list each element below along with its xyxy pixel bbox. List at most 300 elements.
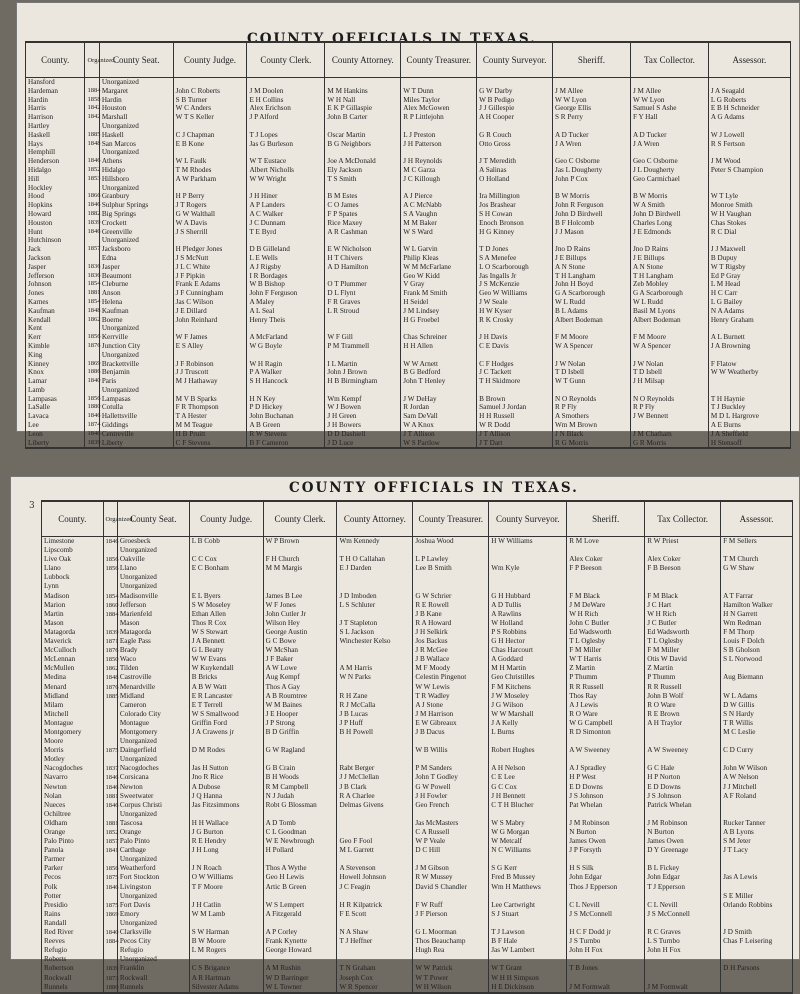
cell-county: Medina <box>42 673 104 682</box>
cell-surveyor: J H Davis <box>477 333 553 342</box>
cell-seat: Unorganized <box>117 892 189 901</box>
cell-org <box>103 710 117 719</box>
cell-seat: Hardin <box>99 96 173 105</box>
cell-county: Red River <box>42 928 104 937</box>
cell-judge: W T S Keller <box>173 113 247 122</box>
cell-surveyor: Wm Kyle <box>489 564 567 573</box>
cell-assessor: Chas F Leisering <box>721 937 793 946</box>
cell-assessor: T R Willis <box>721 719 793 728</box>
cell-treasurer: J T Allison <box>401 430 477 439</box>
cell-treasurer <box>413 855 489 864</box>
table-row <box>26 192 791 201</box>
header-sheriff: Sheriff. <box>567 501 645 537</box>
cell-clerk: John F Ferguson <box>247 289 325 298</box>
cell-county: Nacogdoches <box>42 764 104 773</box>
page-title: COUNTY OFFICIALS IN TEXAS. <box>247 31 537 47</box>
cell-collector: A W Sweeney <box>645 746 721 755</box>
cell-judge: J G Burton <box>189 828 263 837</box>
cell-collector: G R Morris <box>630 439 708 449</box>
cell-clerk: James B Lee <box>263 592 337 601</box>
cell-county: Refugio <box>42 946 104 955</box>
cell-sheriff <box>567 546 645 555</box>
cell-judge: M J Hathaway <box>173 377 247 386</box>
cell-clerk: A B Roumtree <box>263 692 337 701</box>
header-county: County. <box>26 42 85 78</box>
cell-treasurer: W W Lewis <box>413 683 489 692</box>
cell-clerk: W S Lempert <box>263 901 337 910</box>
table-row <box>42 828 793 837</box>
cell-collector: J E Billups <box>630 254 708 263</box>
cell-surveyor: G H Hubbard <box>489 592 567 601</box>
cell-county: Polk <box>42 883 104 892</box>
cell-org: 1846 <box>103 537 117 547</box>
cell-sheriff <box>553 184 631 193</box>
cell-sheriff: W W Lyon <box>553 96 631 105</box>
cell-attorney <box>325 386 401 395</box>
cell-judge: J F Cunningham <box>173 289 247 298</box>
cell-assessor: Rucker Tanner <box>721 819 793 828</box>
cell-seat: Marienfeld <box>117 610 189 619</box>
table-row <box>42 701 793 710</box>
cell-assessor: W L Adams <box>721 692 793 701</box>
cell-seat: Waco <box>117 655 189 664</box>
cell-assessor: L G Bailey <box>708 298 790 307</box>
cell-collector: A D Tucker <box>630 131 708 140</box>
cell-collector <box>630 324 708 333</box>
cell-sheriff: Albert Bodeman <box>553 316 631 325</box>
cell-collector: Z Martin <box>645 664 721 673</box>
cell-judge: A R Hartman <box>189 974 263 983</box>
cell-county: Lynn <box>42 582 104 591</box>
table-row <box>42 810 793 819</box>
cell-county: McMullen <box>42 664 104 673</box>
cell-assessor <box>708 351 790 360</box>
cell-org: 1854 <box>103 592 117 601</box>
cell-attorney: Wm Kennedy <box>337 537 413 547</box>
cell-judge: Jas H Sutton <box>189 764 263 773</box>
cell-sheriff: A J Spradley <box>567 764 645 773</box>
table-row <box>26 210 791 219</box>
cell-treasurer: Miles Taylor <box>401 96 477 105</box>
cell-assessor: R S Fertson <box>708 140 790 149</box>
cell-clerk: L E Wells <box>247 254 325 263</box>
cell-seat: Mason <box>117 619 189 628</box>
header-row <box>26 42 791 78</box>
cell-collector: John H Fox <box>645 946 721 955</box>
cell-surveyor: J H Bennett <box>489 792 567 801</box>
cell-sheriff <box>567 755 645 764</box>
table-row <box>26 122 791 131</box>
cell-seat: Unorganized <box>117 573 189 582</box>
cell-surveyor: Jos Brashear <box>477 201 553 210</box>
cell-seat: Hidalgo <box>99 166 173 175</box>
cell-sheriff: Thos Ray <box>567 692 645 701</box>
cell-seat: Greenville <box>99 228 173 237</box>
cell-sheriff: P Thumm <box>567 673 645 682</box>
cell-surveyor: Samuel J Jordan <box>477 403 553 412</box>
cell-sheriff: W G Campbell <box>567 719 645 728</box>
cell-clerk: W McShan <box>263 646 337 655</box>
cell-surveyor: L O Scarborough <box>477 263 553 272</box>
cell-collector: J H Milsap <box>630 377 708 386</box>
cell-seat: Corsicana <box>117 773 189 782</box>
cell-clerk: G W Ragland <box>263 746 337 755</box>
cell-clerk <box>263 955 337 964</box>
cell-treasurer: W S Ward <box>401 228 477 237</box>
cell-sheriff: T L Oglesby <box>567 637 645 646</box>
cell-assessor: M D L Hargrove <box>708 412 790 421</box>
table-row <box>42 601 793 610</box>
cell-collector: John D Birdwell <box>630 210 708 219</box>
cell-sheriff <box>567 892 645 901</box>
cell-org: 1880 <box>85 403 99 412</box>
cell-assessor: H Stensoff <box>708 439 790 449</box>
cell-sheriff: Jno D Rains <box>553 245 631 254</box>
cell-attorney: J H Green <box>325 412 401 421</box>
cell-judge <box>189 755 263 764</box>
cell-judge: J F Robinson <box>173 360 247 369</box>
cell-county: Madison <box>42 592 104 601</box>
cell-attorney: Rice Maxey <box>325 219 401 228</box>
cell-assessor: S L Norwood <box>721 655 793 664</box>
cell-assessor: E B H Schneider <box>708 104 790 113</box>
cell-seat: Newton <box>117 783 189 792</box>
cell-treasurer: John T Henley <box>401 377 477 386</box>
cell-seat: Unorganized <box>99 236 173 245</box>
cell-clerk <box>247 122 325 131</box>
cell-assessor <box>721 946 793 955</box>
table-row <box>26 184 791 193</box>
cell-judge: S B Turner <box>173 96 247 105</box>
table-row <box>26 263 791 272</box>
cell-org <box>85 78 99 87</box>
cell-surveyor: H H Russell <box>477 412 553 421</box>
table-row <box>26 104 791 113</box>
cell-org: 1869 <box>103 910 117 919</box>
table-row <box>26 96 791 105</box>
cell-county: Rains <box>42 910 104 919</box>
cell-assessor <box>721 855 793 864</box>
cell-sheriff: R M Love <box>567 537 645 547</box>
cell-collector: R C Graves <box>645 928 721 937</box>
cell-seat: Castroville <box>117 673 189 682</box>
cell-clerk: Alex Erichson <box>247 104 325 113</box>
cell-assessor: A G Adams <box>708 113 790 122</box>
cell-org <box>103 946 117 955</box>
cell-surveyor: C E Lee <box>489 773 567 782</box>
cell-treasurer: Philip Kleas <box>401 254 477 263</box>
cell-surveyor: B F Hale <box>489 937 567 946</box>
cell-sheriff: James Owen <box>567 837 645 846</box>
cell-surveyor: G H Hector <box>489 637 567 646</box>
cell-collector: Otis W David <box>645 655 721 664</box>
cell-sheriff: Geo C Osborne <box>553 157 631 166</box>
table-row <box>42 637 793 646</box>
cell-org: 1837 <box>103 764 117 773</box>
cell-sheriff: A N Stone <box>553 263 631 272</box>
cell-sheriff: R D Simonton <box>567 728 645 737</box>
cell-seat: Unorganized <box>117 810 189 819</box>
cell-org: 1886 <box>85 368 99 377</box>
cell-assessor: W T Rigsby <box>708 263 790 272</box>
cell-org: 1846 <box>85 201 99 210</box>
cell-attorney <box>337 819 413 828</box>
cell-judge: H P Berry <box>173 192 247 201</box>
cell-sheriff <box>567 919 645 928</box>
cell-collector: J S McConnell <box>645 910 721 919</box>
header-seat: County Seat. <box>99 42 173 78</box>
cell-assessor: Peter S Champion <box>708 166 790 175</box>
table-row <box>26 289 791 298</box>
cell-collector: N O Reynolds <box>630 395 708 404</box>
cell-surveyor: J C Tackett <box>477 368 553 377</box>
cell-judge: Griffin Ford <box>189 719 263 728</box>
cell-clerk: Thos A Gay <box>263 683 337 692</box>
cell-treasurer <box>413 546 489 555</box>
table-row <box>42 819 793 828</box>
table-row <box>42 773 793 782</box>
cell-sheriff: R O Ware <box>567 710 645 719</box>
cell-treasurer <box>401 122 477 131</box>
cell-surveyor <box>477 236 553 245</box>
cell-clerk: S H Hancock <box>247 377 325 386</box>
cell-clerk: A J Rigsby <box>247 263 325 272</box>
cell-treasurer: R A Howard <box>413 619 489 628</box>
cell-surveyor: A Salinas <box>477 166 553 175</box>
cell-clerk <box>263 573 337 582</box>
cell-county: Hutchinson <box>26 236 85 245</box>
cell-collector <box>645 728 721 737</box>
table-row <box>42 964 793 973</box>
table-row <box>42 983 793 993</box>
cell-assessor <box>721 919 793 928</box>
cell-surveyor: H W Williams <box>489 537 567 547</box>
cell-treasurer <box>413 955 489 964</box>
cell-clerk: A W Lowe <box>263 664 337 673</box>
cell-seat: Llano <box>117 564 189 573</box>
cell-assessor <box>721 910 793 919</box>
cell-org <box>103 619 117 628</box>
cell-treasurer <box>413 737 489 746</box>
cell-clerk: N J Judah <box>263 792 337 801</box>
cell-attorney: A D Hamilton <box>325 263 401 272</box>
cell-collector <box>645 855 721 864</box>
cell-treasurer: G L Moorman <box>413 928 489 937</box>
table-row <box>42 628 793 637</box>
cell-surveyor: Geo W Williams <box>477 289 553 298</box>
cell-assessor: F M Sellers <box>721 537 793 547</box>
cell-assessor <box>721 755 793 764</box>
cell-collector: Basil M Lyons <box>630 307 708 316</box>
cell-org: 1839 <box>103 628 117 637</box>
cell-surveyor: P S Robbins <box>489 628 567 637</box>
cell-judge: W S Smallwood <box>189 710 263 719</box>
cell-org: 1846 <box>85 157 99 166</box>
officials-table <box>41 500 793 994</box>
table-row <box>26 157 791 166</box>
cell-assessor: A E Burns <box>708 421 790 430</box>
cell-assessor: W T Lyle <box>708 192 790 201</box>
cell-collector <box>645 892 721 901</box>
cell-surveyor: Geo Christilles <box>489 673 567 682</box>
table-row <box>42 619 793 628</box>
cell-sheriff: George Ellis <box>553 104 631 113</box>
page-number: 3 <box>29 501 35 511</box>
cell-org: 1846 <box>85 228 99 237</box>
cell-collector <box>630 386 708 395</box>
header-assessor: Assessor. <box>708 42 790 78</box>
cell-seat: Midland <box>117 692 189 701</box>
cell-collector: J C Butler <box>645 619 721 628</box>
cell-collector: W H Rich <box>645 610 721 619</box>
cell-attorney: J T Stapleton <box>337 619 413 628</box>
cell-seat: Athens <box>99 157 173 166</box>
cell-judge: W F James <box>173 333 247 342</box>
cell-clerk: John Cutler Jr <box>263 610 337 619</box>
table-row <box>42 737 793 746</box>
cell-attorney: C O James <box>325 201 401 210</box>
cell-collector <box>630 122 708 131</box>
cell-treasurer <box>401 324 477 333</box>
cell-attorney: J J McClellan <box>337 773 413 782</box>
cell-org: 1842 <box>85 104 99 113</box>
cell-surveyor <box>477 122 553 131</box>
cell-clerk: W F Jones <box>263 601 337 610</box>
cell-treasurer: Sam DeVall <box>401 412 477 421</box>
cell-org: 1857 <box>85 245 99 254</box>
cell-judge: E T Terrell <box>189 701 263 710</box>
cell-county: Pecos <box>42 873 104 882</box>
cell-clerk: John Buchanan <box>247 412 325 421</box>
cell-judge: E L Byers <box>189 592 263 601</box>
cell-org: 1846 <box>85 412 99 421</box>
cell-county: Lampasas <box>26 395 85 404</box>
cell-sheriff: J N Black <box>553 430 631 439</box>
cell-judge: H B Pruitt <box>173 430 247 439</box>
cell-county: Hill <box>26 175 85 184</box>
cell-sheriff: John R Ferguson <box>553 201 631 210</box>
cell-surveyor <box>489 892 567 901</box>
cell-collector <box>630 184 708 193</box>
cell-seat: Unorganized <box>117 919 189 928</box>
table-row <box>42 610 793 619</box>
table-row <box>42 655 793 664</box>
cell-org: 1858 <box>85 96 99 105</box>
cell-surveyor <box>477 148 553 157</box>
cell-judge: J E Dillard <box>173 307 247 316</box>
cell-attorney: T S Smith <box>325 175 401 184</box>
cell-surveyor: Robert Hughes <box>489 746 567 755</box>
cell-seat: Franklin <box>117 964 189 973</box>
cell-attorney: F E Scott <box>337 910 413 919</box>
cell-seat: Granbury <box>99 192 173 201</box>
cell-county: Jones <box>26 289 85 298</box>
cell-collector: R O Ware <box>645 701 721 710</box>
cell-treasurer: W W Patrick <box>413 964 489 973</box>
cell-sheriff <box>567 573 645 582</box>
cell-surveyor: A D Tullis <box>489 601 567 610</box>
cell-judge: C F Stevens <box>173 439 247 449</box>
cell-seat: Runnels <box>117 983 189 993</box>
cell-sheriff: Thos J Epperson <box>567 883 645 892</box>
cell-judge: J L C White <box>173 263 247 272</box>
cell-attorney: B G Neighbors <box>325 140 401 149</box>
cell-judge: D M Rodes <box>189 746 263 755</box>
cell-assessor: S B Gholson <box>721 646 793 655</box>
cell-surveyor: W T Grant <box>489 964 567 973</box>
cell-county: Maverick <box>42 637 104 646</box>
cell-surveyor: G W Darby <box>477 87 553 96</box>
cell-clerk: B F Cameron <box>247 439 325 449</box>
cell-seat: Beaumont <box>99 272 173 281</box>
cell-attorney <box>337 955 413 964</box>
table-row <box>42 755 793 764</box>
cell-seat: Unorganized <box>117 582 189 591</box>
cell-judge: Frank E Adams <box>173 280 247 289</box>
cell-county: Parker <box>42 864 104 873</box>
cell-sheriff: G A Scarborough <box>553 289 631 298</box>
cell-county: McLennan <box>42 655 104 664</box>
cell-surveyor: W Holland <box>489 619 567 628</box>
cell-assessor: G W Shaw <box>721 564 793 573</box>
cell-attorney: W F Gill <box>325 333 401 342</box>
cell-attorney: J C Feagin <box>337 883 413 892</box>
cell-county: Mason <box>42 619 104 628</box>
cell-county: Midland <box>42 692 104 701</box>
cell-seat: Unorganized <box>99 122 173 131</box>
cell-sheriff: John H Boyd <box>553 280 631 289</box>
cell-assessor: Monroe Smith <box>708 201 790 210</box>
table-row <box>42 837 793 846</box>
cell-attorney: W H Nall <box>325 96 401 105</box>
cell-sheriff <box>567 582 645 591</box>
cell-sheriff: C L Nevill <box>567 901 645 910</box>
cell-attorney <box>337 855 413 864</box>
cell-surveyor <box>489 737 567 746</box>
cell-surveyor: B Brown <box>477 395 553 404</box>
cell-collector: J M Formwalt <box>645 983 721 993</box>
cell-clerk: W B Bishop <box>247 280 325 289</box>
cell-judge: W L Faulk <box>173 157 247 166</box>
cell-clerk: A Fitzgerald <box>263 910 337 919</box>
cell-collector: H P Norton <box>645 773 721 782</box>
cell-surveyor: Ira Millington <box>477 192 553 201</box>
cell-clerk: Jas G Burleson <box>247 140 325 149</box>
cell-attorney <box>337 610 413 619</box>
cell-attorney: M L Garrett <box>337 846 413 855</box>
cell-county: Hansford <box>26 78 85 87</box>
cell-treasurer <box>413 919 489 928</box>
cell-clerk: A Maley <box>247 298 325 307</box>
cell-treasurer: Hugh Rea <box>413 946 489 955</box>
cell-clerk: Thos A Wythe <box>263 864 337 873</box>
cell-org: 1856 <box>103 864 117 873</box>
cell-county: Mitchell <box>42 710 104 719</box>
cell-county: Hartley <box>26 122 85 131</box>
cell-org: 1862 <box>103 664 117 673</box>
cell-assessor: A W Nelson <box>721 773 793 782</box>
cell-county: Kent <box>26 324 85 333</box>
cell-collector: Geo C Osborne <box>630 157 708 166</box>
cell-treasurer: A C McNabb <box>401 201 477 210</box>
cell-attorney <box>337 546 413 555</box>
cell-assessor: F M Thorp <box>721 628 793 637</box>
cell-treasurer: J B Wallace <box>413 655 489 664</box>
cell-assessor <box>721 683 793 692</box>
table-row <box>42 855 793 864</box>
cell-judge: G L Beatty <box>189 646 263 655</box>
cell-clerk <box>263 582 337 591</box>
